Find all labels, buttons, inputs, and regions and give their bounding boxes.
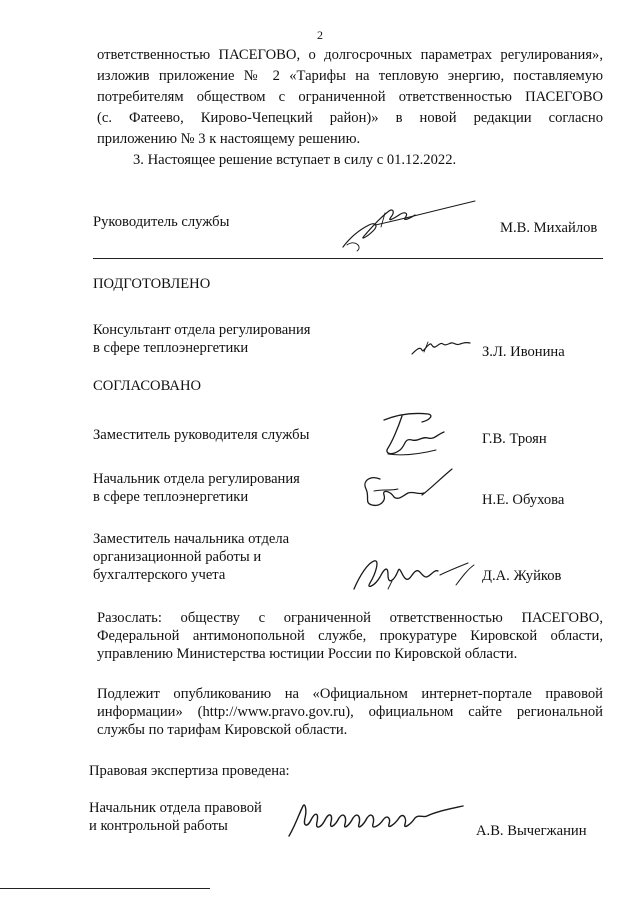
decision-text-line-1: ответственностью ПАСЕГОВО, о долгосрочных параметрах регулирования»,: [97, 47, 603, 63]
legal-review-position-line-1: Начальник отдела правовой: [89, 800, 262, 816]
signer-3-position-line-3: бухгалтерского учета: [93, 567, 226, 583]
signer-2-signature: [360, 465, 455, 510]
decision-text-line-3: потребителям обществом с ограниченной ответственностью ПАСЕГОВО: [97, 89, 603, 105]
page-number: 2: [317, 28, 323, 42]
distribution-line-1: Разослать: обществу с ограниченной ответственностью ПАСЕГОВО,: [97, 610, 603, 626]
signer-2-position-line-2: в сфере теплоэнергетики: [93, 489, 249, 505]
signer-3-name: Д.А. Жуйков: [482, 568, 562, 584]
legal-review-statement: Правовая экспертиза проведена:: [89, 763, 290, 779]
head-name: М.В. Михайлов: [500, 220, 598, 236]
signer-1-name: Г.В. Троян: [482, 431, 547, 447]
signature-separator-line: [93, 258, 603, 259]
signer-3-signature: [348, 555, 478, 595]
publication-line-1: Подлежит опубликованию на «Официальном интернет-портале правовой: [97, 686, 603, 702]
publication-line-2: информации» (http://www.pravo.gov.ru), официальном сайте региональной: [97, 704, 603, 720]
publication-line-3: службы по тарифам Кировской области.: [97, 722, 348, 738]
footnote-separator-line: [0, 888, 210, 889]
signer-3-position-line-2: организационной работы и: [93, 549, 262, 565]
prepared-signature: [410, 338, 474, 358]
decision-text-line-2: изложив приложение № 2 «Тарифы на тепловую энергию, поставляемую: [97, 68, 603, 84]
signer-2-position-line-1: Начальник отдела регулирования: [93, 471, 300, 487]
signer-2-name: Н.Е. Обухова: [482, 492, 565, 508]
prepared-heading: ПОДГОТОВЛЕНО: [93, 276, 211, 292]
head-signature: [335, 195, 480, 255]
distribution-line-3: управлению Министерства юстиции России по Кировской области.: [97, 646, 518, 662]
legal-review-name: А.В. Вычегжанин: [476, 823, 587, 839]
decision-text-line-5: приложению № 3 к настоящему решению.: [97, 131, 361, 147]
prepared-name: З.Л. Ивонина: [482, 344, 565, 360]
head-position: Руководитель службы: [93, 214, 230, 230]
signer-1-position-line-1: Заместитель руководителя службы: [93, 427, 310, 443]
signer-3-position-line-1: Заместитель начальника отдела: [93, 531, 290, 547]
prepared-position-line-1: Консультант отдела регулирования: [93, 322, 311, 338]
legal-review-position-line-2: и контрольной работы: [89, 818, 228, 834]
agreed-heading: СОГЛАСОВАНО: [93, 378, 202, 394]
decision-item-3: 3. Настоящее решение вступает в силу с 01.12.2022.: [133, 152, 457, 168]
signer-1-signature: [378, 410, 448, 460]
prepared-position-line-2: в сфере теплоэнергетики: [93, 340, 249, 356]
decision-text-line-4: (с. Фатеево, Кирово-Чепецкий район)» в новой редакции согласно: [97, 110, 603, 126]
legal-review-signature: [285, 800, 470, 840]
distribution-line-2: Федеральной антимонопольной службе, прокуратуре Кировской области,: [97, 628, 603, 644]
